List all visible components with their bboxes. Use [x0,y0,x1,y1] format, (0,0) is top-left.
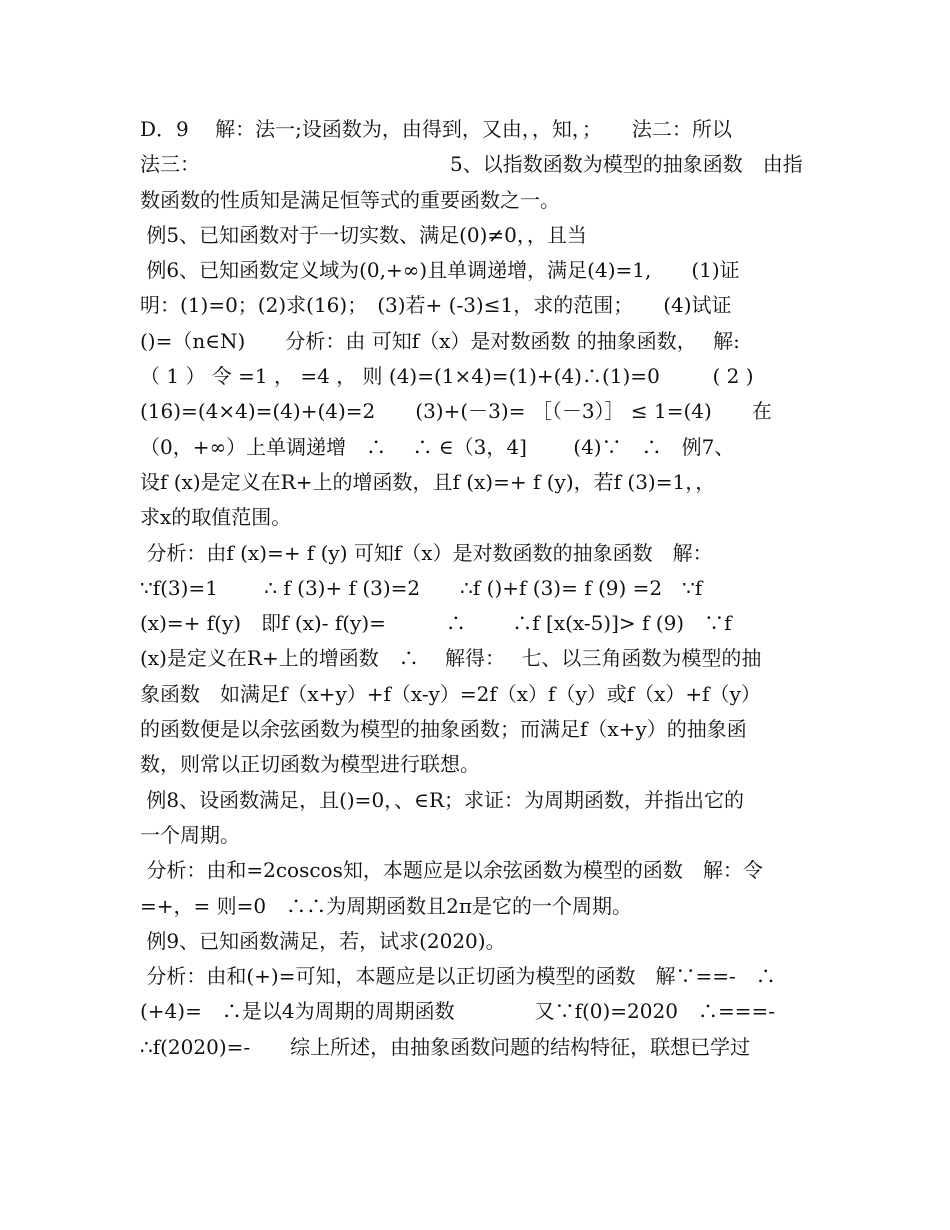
text-line: ∵f(3)=1 ∴ f (3)+ f (3)=2 ∴f ()+f (3)= f (9) =2 ∵f [140,575,703,600]
text-line: 求x的取值范围。 [140,505,292,530]
text-line: =+，= 则=0 ∴∴为周期函数且2π是它的一个周期。 [140,893,632,918]
text-line: 明：(1)=0；(2)求(16)； (3)若+ (-3)≤1，求的范围； (4)试证 [140,293,732,318]
text-line: 一个周期。 [140,822,240,847]
text-line: ()=（n∈N) 分析：由 可知f（x）是对数函数 的抽象函数， 解: [140,328,740,353]
text-line: 分析：由和=2coscos知，本题应是以余弦函数为模型的函数 解：令 [140,858,763,883]
text-line: （ 1 ） 令 =1 ， =4 ， 则 (4)=(1×4)=(1)+(4)∴(1)=0 ( 2 ) [140,364,754,389]
text-line: 分析：由f (x)=+ f (y) 可知f（x）是对数函数的抽象函数 解： [140,540,713,565]
text-line: 法三： 5、以指数函数为模型的抽象函数 由指 [140,152,803,177]
text-line: 例6、已知函数定义域为(0,+∞)且单调递增，满足(4)=1, (1)证 [140,258,740,283]
text-line: (16)=(4×4)=(4)+(4)=2 (3)+(－3)= ［（－3）］ ≤ 1=(4) 在 [140,399,772,424]
text-line: （0，+∞）上单调递增 ∴ ∴ ∈（3，4] (4)∵ ∴ 例7、 [140,434,735,459]
text-line: 例8、设函数满足，且()=0，、∈R；求证：为周期函数，并指出它的 [140,787,745,812]
text-line: 设f (x)是定义在R+上的增函数，且f (x)=+ f (y)，若f (3)=1，， [140,469,716,494]
text-line: (x)是定义在R+上的增函数 ∴ 解得： 七、以三角函数为模型的抽 [140,646,762,671]
text-line: 例5、已知函数对于一切实数、满足(0)≠0，，且当 [140,222,587,247]
text-line: (+4)= ∴是以4为周期的周期函数 又∵f(0)=2020 ∴===- [140,999,775,1024]
text-line: ∴f(2020)=- 综上所述，由抽象函数问题的结构特征，联想已学过 [140,1034,751,1059]
text-line: 数，则常以正切函数为模型进行联想。 [140,752,480,777]
document-body [140,112,815,1065]
text-line: 分析：由和(+)=可知，本题应是以正切函为模型的函数 解∵==- ∴ [140,964,776,989]
text-line: 例9、已知函数满足，若，试求(2020)。 [140,928,506,953]
text-line: 数函数的性质知是满足恒等式的重要函数之一。 [140,187,560,212]
text-line: 的函数便是以余弦函数为模型的抽象函数；而满足f（x+y）的抽象函 [140,717,747,742]
text-line: D．9 解：法一;设函数为，由得到，又由，，知，； 法二：所以 [140,117,732,141]
text-line: 象函数 如满足f（x+y）+f（x-y）=2f（x）f（y）或f（x）+f（y） [140,681,761,706]
text-line: (x)=+ f(y) 即f (x)- f(y)= ∴ ∴f [x(x-5)]> f (9) ∵f [140,611,732,636]
